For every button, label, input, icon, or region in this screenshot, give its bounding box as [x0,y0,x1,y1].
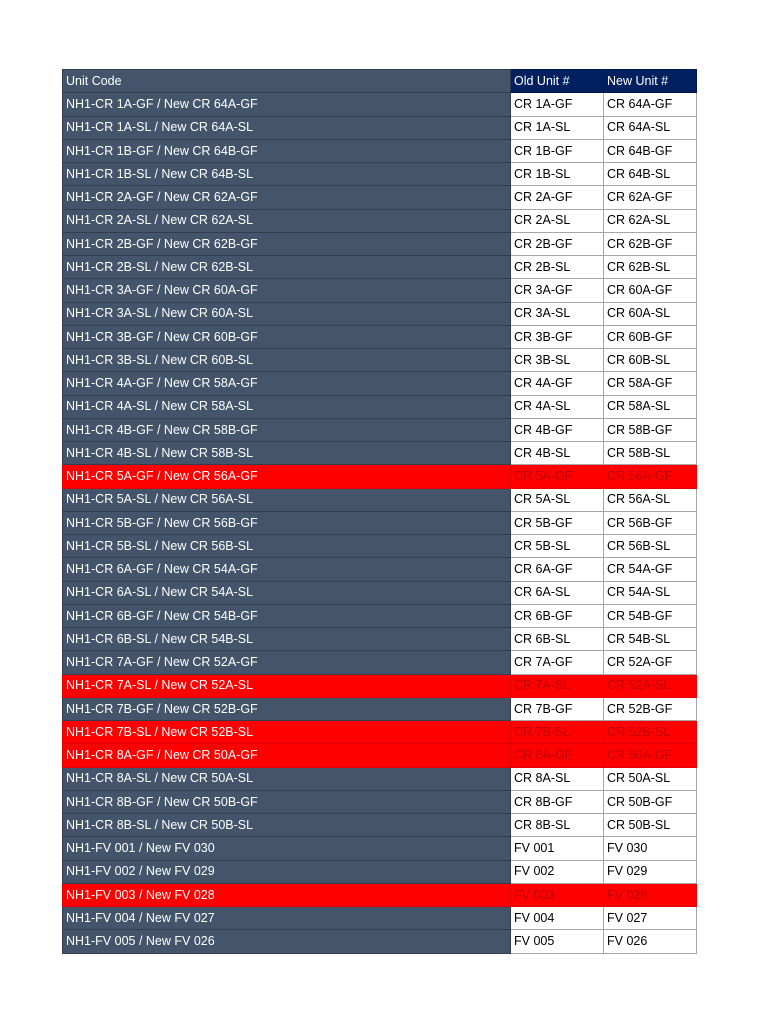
table-row [63,302,697,325]
unit-code-cell[interactable]: NH1-FV 003 / New FV 028 [63,883,511,906]
new-unit-cell[interactable]: FV 030 [604,837,697,860]
old-unit-cell[interactable]: CR 6A-SL [511,581,604,604]
table-row [63,163,697,186]
unit-code-cell[interactable]: NH1-CR 4B-SL / New CR 58B-SL [63,442,511,465]
new-unit-cell[interactable]: CR 52A-SL [604,674,697,697]
new-unit-cell[interactable]: CR 54B-GF [604,604,697,627]
old-unit-cell[interactable]: CR 1B-GF [511,139,604,162]
table-row [63,628,697,651]
new-unit-cell[interactable]: FV 027 [604,907,697,930]
table-row [63,279,697,302]
table-row [63,93,697,116]
new-unit-cell[interactable]: CR 64A-GF [604,93,697,116]
old-unit-cell[interactable]: CR 2A-SL [511,209,604,232]
new-unit-cell[interactable]: CR 54B-SL [604,628,697,651]
old-unit-cell[interactable]: CR 4A-SL [511,395,604,418]
new-unit-cell[interactable]: CR 50A-SL [604,767,697,790]
unit-code-cell[interactable]: NH1-CR 1B-GF / New CR 64B-GF [63,139,511,162]
unit-code-cell[interactable]: NH1-CR 1A-GF / New CR 64A-GF [63,93,511,116]
new-unit-cell[interactable]: CR 62A-SL [604,209,697,232]
old-unit-cell[interactable]: CR 5B-GF [511,511,604,534]
old-unit-cell[interactable]: FV 003 [511,883,604,906]
unit-code-table [62,69,697,954]
unit-code-cell[interactable]: NH1-CR 4B-GF / New CR 58B-GF [63,418,511,441]
new-unit-cell[interactable]: CR 62A-GF [604,186,697,209]
unit-code-cell[interactable]: NH1-CR 5A-GF / New CR 56A-GF [63,465,511,488]
new-unit-cell[interactable]: CR 56A-SL [604,488,697,511]
unit-code-cell[interactable]: NH1-CR 2B-SL / New CR 62B-SL [63,256,511,279]
table-row [63,860,697,883]
new-unit-cell[interactable]: CR 64B-SL [604,163,697,186]
table-row [63,697,697,720]
unit-code-cell[interactable]: NH1-CR 3A-SL / New CR 60A-SL [63,302,511,325]
unit-code-cell[interactable]: NH1-FV 005 / New FV 026 [63,930,511,953]
unit-code-cell[interactable]: NH1-CR 7B-SL / New CR 52B-SL [63,721,511,744]
new-unit-cell[interactable]: CR 60A-GF [604,279,697,302]
new-unit-cell[interactable]: CR 64A-SL [604,116,697,139]
old-unit-cell[interactable]: CR 2B-SL [511,256,604,279]
new-unit-cell[interactable]: CR 52A-GF [604,651,697,674]
unit-code-cell[interactable]: NH1-FV 004 / New FV 027 [63,907,511,930]
old-unit-cell[interactable]: CR 8B-SL [511,814,604,837]
old-unit-cell[interactable]: CR 2B-GF [511,232,604,255]
old-unit-cell[interactable]: CR 5A-GF [511,465,604,488]
unit-code-cell[interactable]: NH1-CR 3B-GF / New CR 60B-GF [63,325,511,348]
unit-code-cell[interactable]: NH1-CR 2A-SL / New CR 62A-SL [63,209,511,232]
unit-code-cell[interactable]: NH1-CR 6B-SL / New CR 54B-SL [63,628,511,651]
new-unit-cell[interactable]: CR 58A-SL [604,395,697,418]
new-unit-cell[interactable]: FV 028 [604,883,697,906]
new-unit-cell[interactable]: CR 60B-GF [604,325,697,348]
unit-code-cell[interactable]: NH1-CR 2B-GF / New CR 62B-GF [63,232,511,255]
old-unit-cell[interactable]: CR 5A-SL [511,488,604,511]
old-unit-cell[interactable]: CR 6B-SL [511,628,604,651]
new-unit-cell[interactable]: FV 029 [604,860,697,883]
table-body [63,93,697,953]
table-row [63,395,697,418]
new-unit-cell[interactable]: CR 60B-SL [604,349,697,372]
new-unit-cell[interactable]: CR 58B-GF [604,418,697,441]
unit-code-cell[interactable]: NH1-FV 002 / New FV 029 [63,860,511,883]
old-unit-cell[interactable]: CR 3A-GF [511,279,604,302]
new-unit-cell[interactable]: CR 54A-SL [604,581,697,604]
unit-code-cell[interactable]: NH1-CR 3A-GF / New CR 60A-GF [63,279,511,302]
table-row [63,535,697,558]
new-unit-cell[interactable]: CR 50B-GF [604,790,697,813]
new-unit-cell[interactable]: CR 64B-GF [604,139,697,162]
new-unit-cell[interactable]: CR 56B-SL [604,535,697,558]
old-unit-cell[interactable]: FV 002 [511,860,604,883]
unit-code-cell[interactable]: NH1-CR 8B-GF / New CR 50B-GF [63,790,511,813]
unit-code-cell[interactable]: NH1-CR 6A-SL / New CR 54A-SL [63,581,511,604]
old-unit-cell[interactable]: CR 1A-GF [511,93,604,116]
old-unit-cell[interactable]: FV 005 [511,930,604,953]
old-unit-cell[interactable]: CR 4B-SL [511,442,604,465]
header-new-unit: New Unit # [604,70,697,93]
new-unit-cell[interactable]: CR 62B-GF [604,232,697,255]
old-unit-cell[interactable]: CR 8B-GF [511,790,604,813]
unit-code-cell[interactable]: NH1-CR 3B-SL / New CR 60B-SL [63,349,511,372]
old-unit-cell[interactable]: CR 3B-GF [511,325,604,348]
new-unit-cell[interactable]: CR 50A-GF [604,744,697,767]
table-row [63,488,697,511]
new-unit-cell[interactable]: FV 026 [604,930,697,953]
table-row-highlighted [63,744,697,767]
table-row [63,651,697,674]
unit-code-cell[interactable]: NH1-CR 7A-GF / New CR 52A-GF [63,651,511,674]
unit-code-cell[interactable]: NH1-CR 4A-GF / New CR 58A-GF [63,372,511,395]
old-unit-cell[interactable]: CR 3B-SL [511,349,604,372]
unit-code-cell[interactable]: NH1-CR 6B-GF / New CR 54B-GF [63,604,511,627]
unit-code-cell[interactable]: NH1-CR 7B-GF / New CR 52B-GF [63,697,511,720]
unit-code-cell[interactable]: NH1-CR 7A-SL / New CR 52A-SL [63,674,511,697]
table-row [63,581,697,604]
old-unit-cell[interactable]: FV 001 [511,837,604,860]
header-unit-code: Unit Code [63,70,511,93]
table-row [63,930,697,953]
unit-code-cell[interactable]: NH1-CR 6A-GF / New CR 54A-GF [63,558,511,581]
old-unit-cell[interactable]: CR 1B-SL [511,163,604,186]
table-row [63,418,697,441]
old-unit-cell[interactable]: CR 7B-GF [511,697,604,720]
unit-code-cell[interactable]: NH1-CR 8B-SL / New CR 50B-SL [63,814,511,837]
unit-code-cell[interactable]: NH1-CR 5B-GF / New CR 56B-GF [63,511,511,534]
table-row [63,604,697,627]
unit-code-cell[interactable]: NH1-CR 1A-SL / New CR 64A-SL [63,116,511,139]
new-unit-cell[interactable]: CR 56B-GF [604,511,697,534]
new-unit-cell[interactable]: CR 62B-SL [604,256,697,279]
unit-code-cell[interactable]: NH1-CR 2A-GF / New CR 62A-GF [63,186,511,209]
new-unit-cell[interactable]: CR 54A-GF [604,558,697,581]
table-row-highlighted [63,721,697,744]
old-unit-cell[interactable]: CR 3A-SL [511,302,604,325]
table-row-highlighted [63,674,697,697]
unit-code-cell[interactable]: NH1-CR 1B-SL / New CR 64B-SL [63,163,511,186]
table-row [63,511,697,534]
new-unit-cell[interactable]: CR 56A-GF [604,465,697,488]
table-row [63,907,697,930]
old-unit-cell[interactable]: CR 7A-GF [511,651,604,674]
unit-code-cell[interactable]: NH1-FV 001 / New FV 030 [63,837,511,860]
old-unit-cell[interactable]: CR 6A-GF [511,558,604,581]
table-row-highlighted [63,465,697,488]
table-row [63,558,697,581]
unit-code-cell[interactable]: NH1-CR 5B-SL / New CR 56B-SL [63,535,511,558]
table-row [63,372,697,395]
table-row [63,814,697,837]
unit-code-cell[interactable]: NH1-CR 8A-GF / New CR 50A-GF [63,744,511,767]
new-unit-cell[interactable]: CR 58B-SL [604,442,697,465]
table-row [63,186,697,209]
table-row [63,325,697,348]
new-unit-cell[interactable]: CR 60A-SL [604,302,697,325]
old-unit-cell[interactable]: CR 2A-GF [511,186,604,209]
header-row [63,70,697,93]
old-unit-cell[interactable]: CR 1A-SL [511,116,604,139]
header-old-unit: Old Unit # [511,70,604,93]
table-row [63,790,697,813]
new-unit-cell[interactable]: CR 52B-SL [604,721,697,744]
table-row [63,256,697,279]
old-unit-cell[interactable]: CR 7B-SL [511,721,604,744]
unit-code-cell[interactable]: NH1-CR 4A-SL / New CR 58A-SL [63,395,511,418]
old-unit-cell[interactable]: CR 8A-SL [511,767,604,790]
old-unit-cell[interactable]: CR 4A-GF [511,372,604,395]
new-unit-cell[interactable]: CR 52B-GF [604,697,697,720]
old-unit-cell[interactable]: CR 8A-GF [511,744,604,767]
table-row [63,116,697,139]
table-row-highlighted [63,883,697,906]
table-row [63,442,697,465]
old-unit-cell[interactable]: CR 6B-GF [511,604,604,627]
unit-code-cell[interactable]: NH1-CR 8A-SL / New CR 50A-SL [63,767,511,790]
old-unit-cell[interactable]: CR 7A-SL [511,674,604,697]
table-row [63,209,697,232]
new-unit-cell[interactable]: CR 58A-GF [604,372,697,395]
table-row [63,837,697,860]
old-unit-cell[interactable]: CR 4B-GF [511,418,604,441]
table-row [63,767,697,790]
table-row [63,232,697,255]
table-row [63,349,697,372]
old-unit-cell[interactable]: FV 004 [511,907,604,930]
unit-code-cell[interactable]: NH1-CR 5A-SL / New CR 56A-SL [63,488,511,511]
new-unit-cell[interactable]: CR 50B-SL [604,814,697,837]
old-unit-cell[interactable]: CR 5B-SL [511,535,604,558]
table-row [63,139,697,162]
